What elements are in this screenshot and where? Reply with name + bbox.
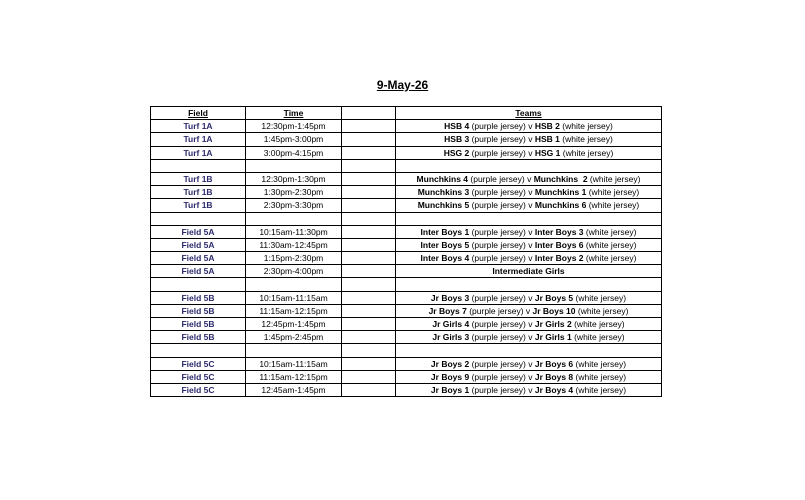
empty-cell (342, 212, 396, 225)
team-b: Jr Girls 1 (534, 332, 572, 343)
header-row (151, 107, 662, 120)
spacer-row (151, 159, 662, 172)
team-b-jersey: (white jersey) (586, 187, 640, 198)
field-cell: Field 5A (151, 238, 246, 251)
table-row (151, 238, 662, 251)
teams-cell (396, 133, 662, 146)
team-b: HSG 1 (534, 147, 561, 158)
team-a-jersey: (purple jersey) v (469, 134, 535, 145)
table-row (151, 186, 662, 199)
empty-cell (396, 344, 662, 357)
team-a: Jr Boys 9 (430, 371, 470, 382)
table-row (151, 383, 662, 396)
empty-cell (246, 278, 342, 291)
team-b: Jr Boys 4 (534, 385, 574, 396)
team-b: Jr Girls 2 (534, 319, 572, 330)
teams-cell (396, 370, 662, 383)
empty-cell (151, 278, 246, 291)
team-b-jersey: (white jersey) (573, 385, 627, 396)
team-b-jersey: (white jersey) (559, 134, 613, 145)
field-cell: Field 5A (151, 225, 246, 238)
empty-cell (151, 344, 246, 357)
empty-cell (151, 159, 246, 172)
team-b: Jr Boys 5 (534, 292, 574, 303)
empty-cell (151, 212, 246, 225)
team-b: HSB 2 (534, 121, 560, 132)
team-a-jersey: (purple jersey) v (469, 253, 535, 264)
spacer-row (151, 278, 662, 291)
table-row (151, 331, 662, 344)
table-row (151, 146, 662, 159)
table-row (151, 172, 662, 185)
time-cell: 11:15am-12:15pm (246, 304, 342, 317)
time-cell: 11:15am-12:15pm (246, 370, 342, 383)
teams-cell (396, 172, 662, 185)
empty-cell (342, 159, 396, 172)
field-cell: Field 5C (151, 357, 246, 370)
team-b: Jr Boys 6 (534, 358, 574, 369)
table-row (151, 357, 662, 370)
team-b-jersey: (white jersey) (560, 147, 614, 158)
team-a-jersey: (purple jersey) v (469, 187, 535, 198)
field-cell: Field 5B (151, 291, 246, 304)
table-row (151, 370, 662, 383)
team-b-jersey: (white jersey) (586, 200, 640, 211)
field-cell: Field 5B (151, 331, 246, 344)
empty-cell (342, 304, 396, 317)
empty-cell (342, 383, 396, 396)
field-cell: Field 5C (151, 383, 246, 396)
team-a-jersey: (purple jersey) v (469, 332, 535, 343)
team-b: Munchkins 2 (533, 174, 588, 185)
team-a-jersey: (purple jersey) v (469, 200, 535, 211)
team-b-jersey: (white jersey) (575, 305, 629, 316)
time-cell: 11:30am-12:45pm (246, 238, 342, 251)
header-teams: Teams (396, 107, 662, 120)
schedule-table (150, 106, 662, 397)
team-a-jersey: (purple jersey) v (469, 371, 535, 382)
teams-cell (396, 383, 662, 396)
field-cell: Field 5A (151, 265, 246, 278)
team-a: Munchkins 4 (416, 174, 469, 185)
teams-cell (396, 146, 662, 159)
team-b: Munchkins 1 (534, 187, 587, 198)
team-a: Jr Girls 3 (432, 332, 470, 343)
empty-cell (342, 120, 396, 133)
teams-cell (396, 186, 662, 199)
field-cell: Turf 1A (151, 133, 246, 146)
empty-cell (342, 133, 396, 146)
team-a: HSB 3 (444, 134, 470, 145)
empty-cell (342, 331, 396, 344)
table-row (151, 318, 662, 331)
team-a: Intermediate Girls (492, 266, 565, 277)
team-b-jersey: (white jersey) (583, 226, 637, 237)
time-cell: 1:45pm-3:00pm (246, 133, 342, 146)
team-b-jersey: (white jersey) (573, 292, 627, 303)
teams-cell (396, 318, 662, 331)
team-a-jersey: (purple jersey) v (469, 292, 535, 303)
empty-cell (246, 344, 342, 357)
team-b: Inter Boys 3 (534, 226, 584, 237)
team-b-jersey: (white jersey) (583, 253, 637, 264)
field-cell: Field 5B (151, 318, 246, 331)
team-a: Jr Boys 3 (430, 292, 470, 303)
field-cell: Field 5A (151, 252, 246, 265)
team-b-jersey: (white jersey) (571, 332, 625, 343)
team-a: Inter Boys 1 (420, 226, 470, 237)
team-a: Jr Boys 1 (430, 385, 470, 396)
team-b-jersey: (white jersey) (587, 174, 641, 185)
team-a: HSG 2 (443, 147, 470, 158)
teams-cell (396, 225, 662, 238)
teams-cell (396, 331, 662, 344)
team-a: Inter Boys 4 (420, 253, 470, 264)
empty-cell (342, 344, 396, 357)
empty-cell (396, 212, 662, 225)
field-cell: Turf 1B (151, 199, 246, 212)
team-a-jersey: (purple jersey) v (469, 358, 535, 369)
team-a-jersey: (purple jersey) v (469, 121, 535, 132)
empty-cell (342, 172, 396, 185)
empty-cell (342, 146, 396, 159)
teams-cell (396, 357, 662, 370)
time-cell: 2:30pm-3:30pm (246, 199, 342, 212)
team-b: Jr Boys 10 (532, 305, 576, 316)
field-cell: Field 5C (151, 370, 246, 383)
team-b: Inter Boys 6 (534, 239, 584, 250)
time-cell: 2:30pm-4:00pm (246, 265, 342, 278)
time-cell: 1:45pm-2:45pm (246, 331, 342, 344)
table-row (151, 120, 662, 133)
team-a: Jr Boys 2 (430, 358, 470, 369)
team-a: Jr Girls 4 (432, 319, 470, 330)
field-cell: Field 5B (151, 304, 246, 317)
empty-cell (342, 238, 396, 251)
empty-cell (342, 186, 396, 199)
time-cell: 1:15pm-2:30pm (246, 252, 342, 265)
team-a: Munchkins 5 (417, 200, 470, 211)
table-row (151, 291, 662, 304)
team-a-jersey: (purple jersey) v (469, 226, 535, 237)
page-title: 9-May-26 (376, 78, 429, 92)
time-cell: 10:15am-11:15am (246, 357, 342, 370)
empty-cell (342, 318, 396, 331)
header-field: Field (151, 107, 246, 120)
empty-cell (342, 199, 396, 212)
empty-cell (246, 212, 342, 225)
table-row (151, 265, 662, 278)
time-cell: 1:30pm-2:30pm (246, 186, 342, 199)
team-a-jersey: (purple jersey) v (469, 147, 535, 158)
team-a-jersey: (purple jersey) v (469, 239, 535, 250)
team-a-jersey: (purple jersey) v (469, 319, 535, 330)
header-time: Time (246, 107, 342, 120)
teams-cell (396, 252, 662, 265)
time-cell: 3:00pm-4:15pm (246, 146, 342, 159)
empty-cell (342, 252, 396, 265)
team-b: HSB 1 (534, 134, 560, 145)
time-cell: 10:15am-11:30pm (246, 225, 342, 238)
field-cell: Turf 1B (151, 186, 246, 199)
team-b: Jr Boys 8 (534, 371, 574, 382)
empty-cell (342, 278, 396, 291)
field-cell: Turf 1B (151, 172, 246, 185)
empty-cell (342, 225, 396, 238)
team-a-jersey: (purple jersey) v (469, 385, 535, 396)
header-blank (342, 107, 396, 120)
table-row (151, 252, 662, 265)
teams-cell (396, 304, 662, 317)
empty-cell (396, 278, 662, 291)
table-row (151, 225, 662, 238)
teams-cell (396, 238, 662, 251)
team-b-jersey: (white jersey) (573, 371, 627, 382)
team-b-jersey: (white jersey) (559, 121, 613, 132)
empty-cell (342, 265, 396, 278)
team-a-jersey: (purple jersey) v (468, 174, 534, 185)
time-cell: 12:45am-1:45pm (246, 383, 342, 396)
team-b-jersey: (white jersey) (573, 358, 627, 369)
empty-cell (342, 291, 396, 304)
teams-cell (396, 199, 662, 212)
team-b-jersey: (white jersey) (583, 239, 637, 250)
time-cell: 12:45pm-1:45pm (246, 318, 342, 331)
time-cell: 10:15am-11:15am (246, 291, 342, 304)
spacer-row (151, 344, 662, 357)
team-b-jersey: (white jersey) (571, 319, 625, 330)
team-a: Munchkins 3 (417, 187, 470, 198)
field-cell: Turf 1A (151, 146, 246, 159)
field-cell: Turf 1A (151, 120, 246, 133)
time-cell: 12:30pm-1:30pm (246, 172, 342, 185)
empty-cell (342, 370, 396, 383)
table-row (151, 304, 662, 317)
team-a: Inter Boys 5 (420, 239, 470, 250)
teams-cell (396, 291, 662, 304)
team-a-jersey: (purple jersey) v (466, 305, 533, 316)
team-a: Jr Boys 7 (428, 305, 467, 316)
spacer-row (151, 212, 662, 225)
team-a: HSB 4 (444, 121, 470, 132)
teams-cell (396, 265, 662, 278)
table-row (151, 199, 662, 212)
time-cell: 12:30pm-1:45pm (246, 120, 342, 133)
team-b: Munchkins 6 (534, 200, 587, 211)
table-row (151, 133, 662, 146)
empty-cell (342, 357, 396, 370)
teams-cell (396, 120, 662, 133)
team-b: Inter Boys 2 (534, 253, 584, 264)
empty-cell (396, 159, 662, 172)
empty-cell (246, 159, 342, 172)
